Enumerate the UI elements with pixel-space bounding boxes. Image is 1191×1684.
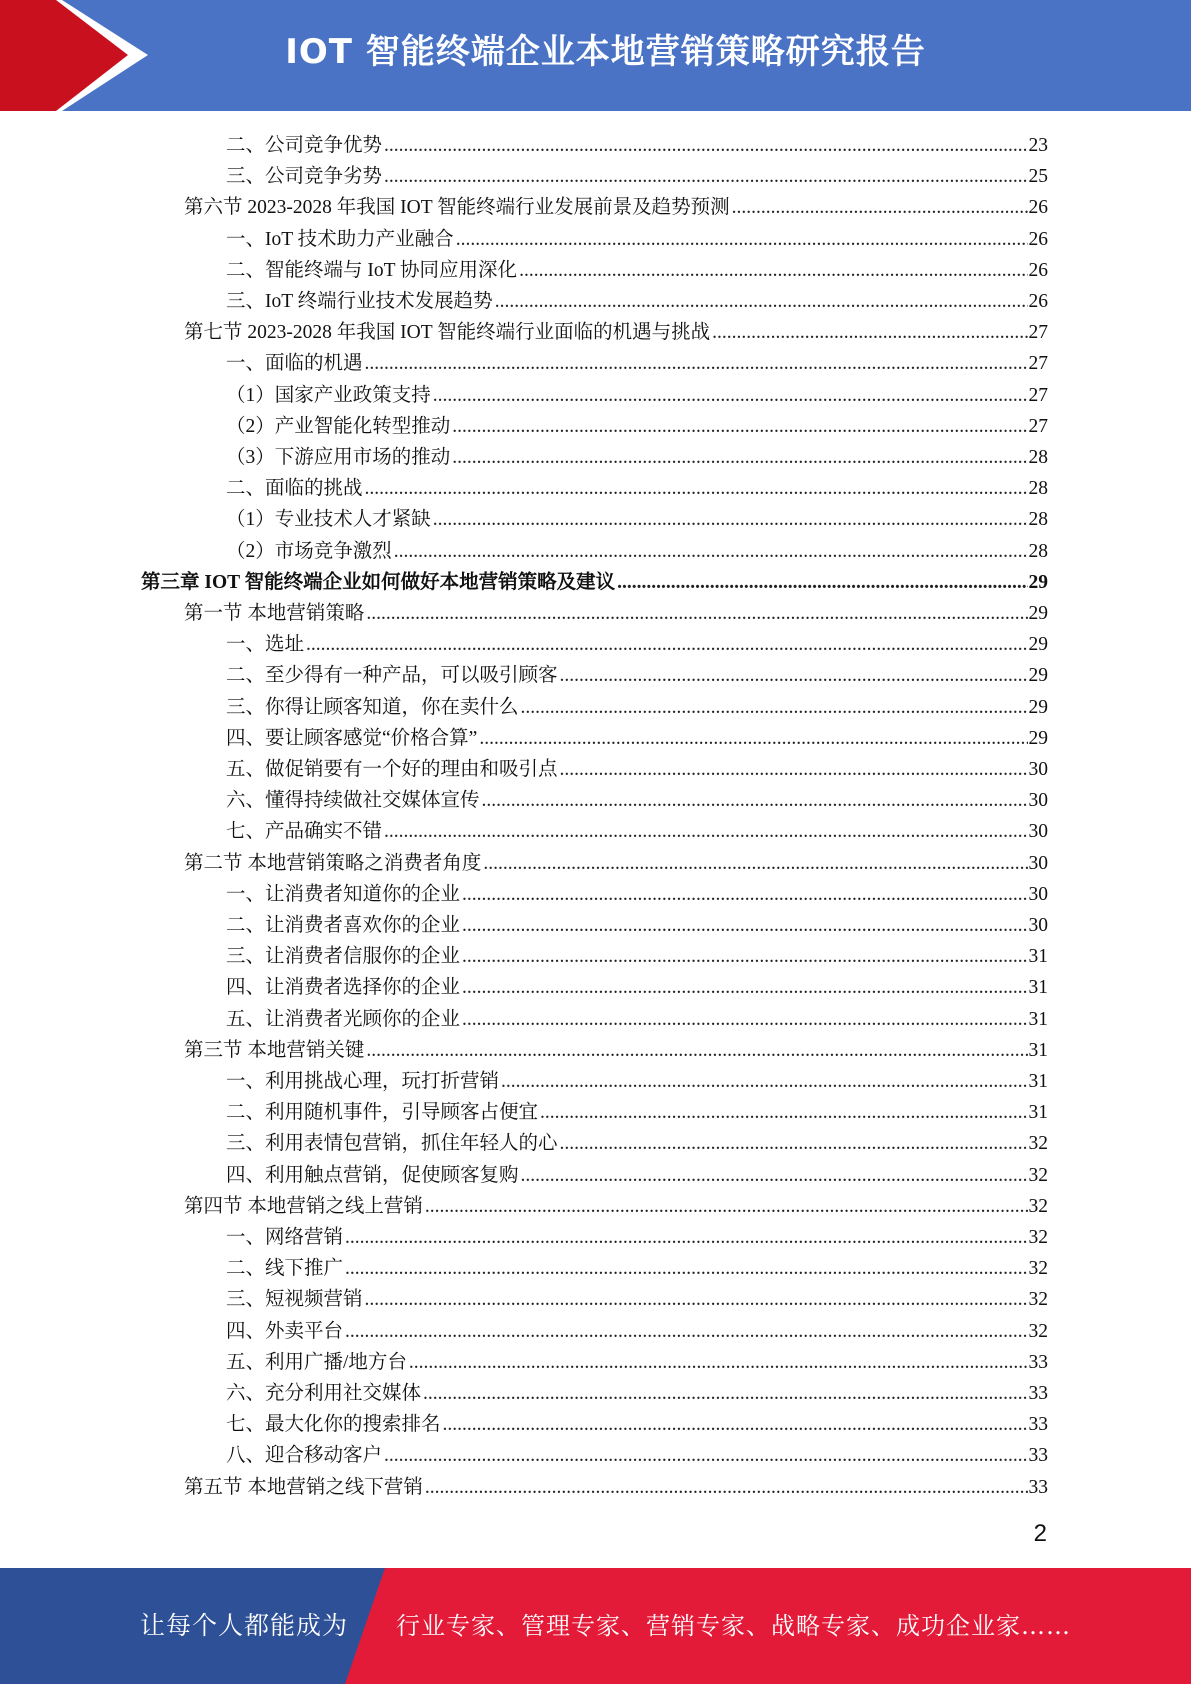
toc-entry-label: 三、公司竞争劣势 bbox=[226, 166, 383, 188]
toc-entry-page: 31 bbox=[1028, 1071, 1048, 1092]
toc-subsection-entry[interactable] bbox=[226, 1405, 1048, 1436]
toc-entry-page: 30 bbox=[1028, 852, 1048, 874]
toc-dot-leader bbox=[452, 416, 1027, 438]
toc-entry-label: 四、外卖平台 bbox=[226, 1320, 344, 1342]
toc-entry-label: 第三章 IOT 智能终端企业如何做好本地营销策略及建议 bbox=[141, 571, 616, 593]
toc-section-entry[interactable] bbox=[184, 1187, 1048, 1218]
toc-subsection-entry[interactable] bbox=[226, 968, 1048, 999]
toc-entry-page: 31 bbox=[1028, 1008, 1048, 1030]
toc-dot-leader bbox=[425, 1477, 1028, 1499]
toc-entry-label: 三、你得让顾客知道，你在卖什么 bbox=[226, 696, 519, 718]
toc-entry-page: 29 bbox=[1028, 696, 1048, 718]
toc-entry-page: 31 bbox=[1028, 1039, 1048, 1061]
toc-entry-label: 五、利用广播/地方台 bbox=[226, 1351, 407, 1373]
toc-entry-label: 七、产品确实不错 bbox=[226, 821, 383, 843]
toc-entry-label: （2）产业智能化转型推动 bbox=[226, 415, 451, 437]
toc-subsection-entry[interactable] bbox=[226, 500, 1048, 531]
toc-dot-leader bbox=[462, 946, 1027, 968]
toc-entry-page: 30 bbox=[1028, 759, 1048, 780]
toc-subsection-entry[interactable] bbox=[226, 532, 1048, 563]
toc-entry-label: 第三节 本地营销关键 bbox=[184, 1039, 365, 1061]
toc-section-entry[interactable] bbox=[184, 188, 1048, 219]
toc-subsection-entry[interactable] bbox=[226, 937, 1048, 968]
toc-entry-label: 三、让消费者信服你的企业 bbox=[226, 946, 461, 968]
toc-subsection-entry[interactable] bbox=[226, 1156, 1048, 1187]
toc-section-entry[interactable] bbox=[184, 1468, 1048, 1499]
toc-subsection-entry[interactable] bbox=[226, 1093, 1048, 1124]
toc-entry-label: 三、IoT 终端行业技术发展趋势 bbox=[226, 291, 493, 312]
page-number: 2 bbox=[1033, 1520, 1047, 1547]
toc-entry-label: 二、让消费者喜欢你的企业 bbox=[226, 915, 461, 936]
toc-section-entry[interactable] bbox=[184, 313, 1048, 344]
toc-entry-label: 三、利用表情包营销，抓住年轻人的心 bbox=[226, 1133, 558, 1155]
toc-dot-leader bbox=[521, 1165, 1028, 1187]
toc-entry-page: 32 bbox=[1028, 1133, 1048, 1155]
toc-dot-leader bbox=[462, 915, 1027, 937]
toc-dot-leader bbox=[479, 728, 1027, 750]
toc-entry-label: 第一节 本地营销策略 bbox=[184, 603, 365, 624]
footer-slogan-left: 让每个人都能成为 bbox=[140, 1611, 349, 1640]
toc-entry-label: 一、利用挑战心理，玩打折营销 bbox=[226, 1071, 500, 1092]
toc-subsection-entry[interactable] bbox=[226, 376, 1048, 407]
toc-subsection-entry[interactable] bbox=[226, 1124, 1048, 1155]
toc-entry-page: 32 bbox=[1028, 1320, 1048, 1342]
toc-dot-leader bbox=[384, 821, 1027, 843]
toc-entry-page: 31 bbox=[1028, 946, 1048, 968]
toc-chapter-entry[interactable] bbox=[141, 563, 1048, 594]
toc-subsection-entry[interactable] bbox=[226, 1343, 1048, 1374]
toc-entry-page: 28 bbox=[1028, 540, 1048, 562]
toc-entry-label: 二、线下推广 bbox=[226, 1258, 344, 1280]
toc-entry-label: 六、充分利用社交媒体 bbox=[226, 1383, 422, 1404]
toc-subsection-entry[interactable] bbox=[226, 1280, 1048, 1311]
toc-dot-leader bbox=[495, 291, 1028, 313]
toc-subsection-entry[interactable] bbox=[226, 656, 1048, 687]
toc-entry-label: 一、IoT 技术助力产业融合 bbox=[226, 228, 454, 250]
toc-dot-leader bbox=[452, 447, 1027, 469]
toc-dot-leader bbox=[540, 1102, 1027, 1124]
toc-entry-label: 五、做促销要有一个好的理由和吸引点 bbox=[226, 759, 558, 780]
toc-dot-leader bbox=[433, 385, 1028, 407]
toc-entry-label: 四、利用触点营销，促使顾客复购 bbox=[226, 1164, 519, 1186]
toc-dot-leader bbox=[560, 1133, 1028, 1155]
toc-subsection-entry[interactable] bbox=[226, 344, 1048, 375]
toc-dot-leader bbox=[443, 1414, 1028, 1436]
toc-subsection-entry[interactable] bbox=[226, 157, 1048, 188]
toc-subsection-entry[interactable] bbox=[226, 469, 1048, 500]
toc-entry-page: 27 bbox=[1028, 353, 1048, 375]
toc-dot-leader bbox=[384, 166, 1027, 188]
toc-entry-page: 31 bbox=[1028, 977, 1048, 999]
toc-entry-label: 第二节 本地营销策略之消费者角度 bbox=[184, 852, 482, 874]
toc-dot-leader bbox=[560, 665, 1028, 687]
toc-dot-leader bbox=[394, 541, 1028, 563]
toc-entry-label: 一、让消费者知道你的企业 bbox=[226, 883, 461, 905]
toc-entry-page: 32 bbox=[1028, 1289, 1048, 1311]
toc-dot-leader bbox=[617, 572, 1027, 594]
toc-entry-page: 32 bbox=[1028, 1195, 1048, 1217]
toc-entry-page: 32 bbox=[1028, 1164, 1048, 1186]
toc-dot-leader bbox=[345, 1258, 1027, 1280]
toc-subsection-entry[interactable] bbox=[226, 1218, 1048, 1249]
toc-section-entry[interactable] bbox=[184, 844, 1048, 875]
toc-entry-page: 33 bbox=[1028, 1383, 1048, 1404]
toc-entry-page: 31 bbox=[1028, 1102, 1048, 1124]
toc-entry-label: 八、迎合移动客户 bbox=[226, 1445, 383, 1467]
report-header bbox=[0, 0, 1191, 111]
toc-dot-leader bbox=[732, 197, 1028, 219]
toc-dot-leader bbox=[366, 603, 1027, 625]
toc-entry-page: 29 bbox=[1028, 727, 1048, 749]
toc-entry-label: （1）国家产业政策支持 bbox=[226, 384, 431, 406]
toc-entry-label: 第五节 本地营销之线下营销 bbox=[184, 1476, 423, 1498]
toc-entry-label: 一、面临的机遇 bbox=[226, 353, 363, 375]
toc-dot-leader bbox=[425, 1196, 1028, 1218]
toc-entry-label: 三、短视频营销 bbox=[226, 1289, 363, 1311]
toc-dot-leader bbox=[462, 1009, 1027, 1031]
toc-subsection-entry[interactable] bbox=[226, 625, 1048, 656]
report-title: IOT 智能终端企业本地营销策略研究报告 bbox=[285, 32, 926, 72]
toc-entry-label: 二、智能终端与 IoT 协同应用深化 bbox=[226, 259, 518, 281]
toc-entry-page: 29 bbox=[1028, 665, 1048, 687]
toc-subsection-entry[interactable] bbox=[226, 220, 1048, 251]
toc-entry-page: 29 bbox=[1028, 603, 1048, 624]
toc-subsection-entry[interactable] bbox=[226, 282, 1048, 313]
toc-section-entry[interactable] bbox=[184, 1031, 1048, 1062]
toc-dot-leader bbox=[365, 353, 1028, 375]
toc-subsection-entry[interactable] bbox=[226, 1436, 1048, 1467]
toc-entry-page: 26 bbox=[1028, 228, 1048, 250]
toc-dot-leader bbox=[365, 478, 1028, 500]
toc-dot-leader bbox=[519, 260, 1027, 282]
toc-entry-label: （1）专业技术人才紧缺 bbox=[226, 509, 431, 531]
toc-dot-leader bbox=[365, 1289, 1028, 1311]
toc-dot-leader bbox=[423, 1383, 1027, 1405]
toc-subsection-entry[interactable] bbox=[226, 1000, 1048, 1031]
toc-subsection-entry[interactable] bbox=[226, 875, 1048, 906]
toc-subsection-entry[interactable] bbox=[226, 1249, 1048, 1280]
toc-subsection-entry[interactable] bbox=[226, 719, 1048, 750]
toc-entry-label: 二、利用随机事件，引导顾客占便宜 bbox=[226, 1102, 539, 1124]
toc-entry-page: 26 bbox=[1028, 259, 1048, 281]
toc-subsection-entry[interactable] bbox=[226, 407, 1048, 438]
toc-dot-leader bbox=[433, 509, 1028, 531]
footer-slogan-right: 行业专家、管理专家、营销专家、战略专家、成功企业家…… bbox=[396, 1612, 1071, 1640]
toc-entry-label: 二、公司竞争优势 bbox=[226, 135, 383, 156]
toc-entry-page: 30 bbox=[1028, 790, 1048, 812]
toc-entry-page: 33 bbox=[1028, 1445, 1048, 1467]
toc-entry-page: 27 bbox=[1028, 322, 1048, 344]
toc-section-entry[interactable] bbox=[184, 594, 1048, 625]
toc-dot-leader bbox=[462, 884, 1027, 906]
toc-entry-label: 第七节 2023-2028 年我国 IOT 智能终端行业面临的机遇与挑战 bbox=[184, 322, 711, 344]
toc-subsection-entry[interactable] bbox=[226, 126, 1048, 157]
toc-entry-page: 32 bbox=[1028, 1227, 1048, 1248]
toc-entry-label: 七、最大化你的搜索排名 bbox=[226, 1414, 441, 1436]
toc-entry-label: 第六节 2023-2028 年我国 IOT 智能终端行业发展前景及趋势预测 bbox=[184, 197, 730, 219]
toc-entry-page: 25 bbox=[1028, 166, 1048, 188]
toc-entry-page: 23 bbox=[1028, 135, 1048, 156]
toc-entry-page: 33 bbox=[1028, 1351, 1048, 1373]
toc-dot-leader bbox=[712, 322, 1027, 344]
toc-entry-page: 27 bbox=[1028, 415, 1048, 437]
toc-entry-page: 33 bbox=[1028, 1414, 1048, 1436]
toc-entry-page: 30 bbox=[1028, 821, 1048, 843]
toc-entry-page: 29 bbox=[1028, 634, 1048, 656]
toc-dot-leader bbox=[409, 1352, 1028, 1374]
toc-subsection-entry[interactable] bbox=[226, 906, 1048, 937]
report-footer bbox=[0, 1568, 1191, 1684]
toc-dot-leader bbox=[345, 1227, 1027, 1249]
toc-entry-page: 28 bbox=[1028, 447, 1048, 468]
toc-entry-label: 一、选址 bbox=[226, 634, 305, 656]
toc-entry-page: 30 bbox=[1028, 915, 1048, 936]
toc-subsection-entry[interactable] bbox=[226, 438, 1048, 469]
toc-dot-leader bbox=[345, 1321, 1027, 1343]
toc-subsection-entry[interactable] bbox=[226, 688, 1048, 719]
toc-dot-leader bbox=[306, 634, 1027, 656]
toc-entry-label: 四、让消费者选择你的企业 bbox=[226, 977, 461, 999]
toc-entry-page: 29 bbox=[1028, 571, 1048, 593]
toc-entry-label: 第四节 本地营销之线上营销 bbox=[184, 1195, 423, 1217]
toc-dot-leader bbox=[560, 759, 1028, 781]
toc-dot-leader bbox=[521, 697, 1028, 719]
toc-entry-label: 二、面临的挑战 bbox=[226, 478, 363, 500]
toc-dot-leader bbox=[462, 977, 1027, 999]
toc-dot-leader bbox=[501, 1071, 1027, 1093]
toc-dot-leader bbox=[456, 229, 1028, 251]
toc-dot-leader bbox=[483, 853, 1027, 875]
toc-entry-label: （3）下游应用市场的推动 bbox=[226, 447, 451, 468]
toc-entry-page: 28 bbox=[1028, 509, 1048, 531]
toc-entry-label: 五、让消费者光顾你的企业 bbox=[226, 1008, 461, 1030]
toc-subsection-entry[interactable] bbox=[226, 1312, 1048, 1343]
toc-entry-page: 27 bbox=[1028, 384, 1048, 406]
toc-entry-page: 33 bbox=[1028, 1476, 1048, 1498]
toc-dot-leader bbox=[384, 135, 1027, 157]
toc-entry-label: 二、至少得有一种产品，可以吸引顾客 bbox=[226, 665, 558, 687]
toc-subsection-entry[interactable] bbox=[226, 1374, 1048, 1405]
toc-subsection-entry[interactable] bbox=[226, 1062, 1048, 1093]
toc-dot-leader bbox=[366, 1040, 1027, 1062]
toc-entry-page: 30 bbox=[1028, 883, 1048, 905]
toc-entry-label: 六、懂得持续做社交媒体宣传 bbox=[226, 790, 480, 812]
toc-entry-page: 26 bbox=[1028, 291, 1048, 312]
toc-dot-leader bbox=[384, 1445, 1027, 1467]
toc-entry-label: 四、要让顾客感觉“价格合算” bbox=[226, 727, 478, 749]
toc-entry-label: 一、网络营销 bbox=[226, 1227, 344, 1248]
toc-subsection-entry[interactable] bbox=[226, 251, 1048, 282]
toc-entry-page: 26 bbox=[1028, 197, 1048, 219]
toc-dot-leader bbox=[482, 790, 1028, 812]
toc-subsection-entry[interactable] bbox=[226, 750, 1048, 781]
toc-entry-page: 28 bbox=[1028, 478, 1048, 500]
toc-entry-page: 32 bbox=[1028, 1258, 1048, 1280]
toc-subsection-entry[interactable] bbox=[226, 812, 1048, 843]
toc-subsection-entry[interactable] bbox=[226, 781, 1048, 812]
toc-entry-label: （2）市场竞争激烈 bbox=[226, 540, 392, 562]
